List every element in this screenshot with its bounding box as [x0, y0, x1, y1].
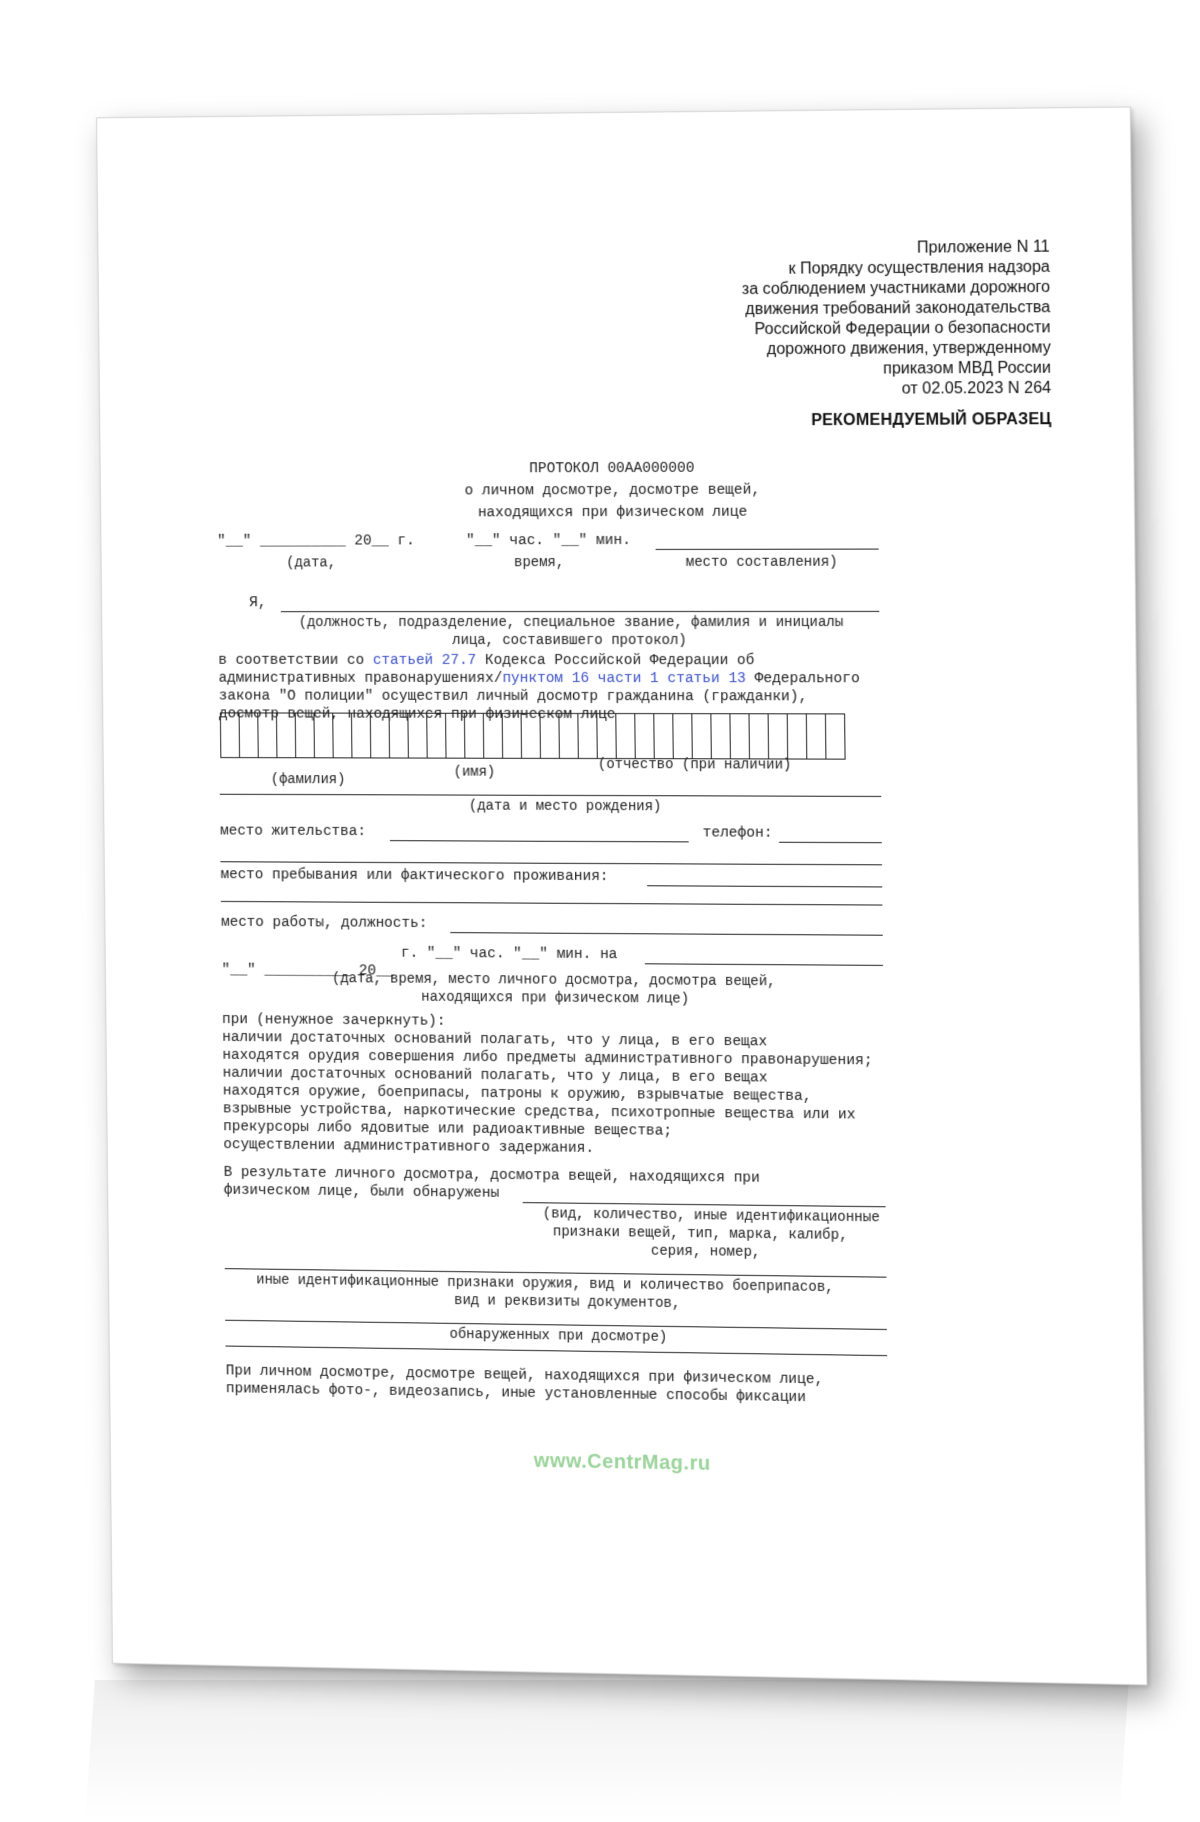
- name-letter-cell[interactable]: [729, 713, 750, 759]
- annex-line: движения требований законодательства: [745, 299, 1051, 319]
- name-letter-cell[interactable]: [389, 713, 409, 759]
- name-letter-cell[interactable]: [351, 713, 371, 759]
- protocol-number: ПРОТОКОЛ 00АА000000: [529, 460, 695, 478]
- search-date: "__" __________ 20__: [221, 962, 394, 980]
- hint-name: (имя): [453, 764, 496, 781]
- result-hint: иные идентификационные признаки оружия, вид и количество боеприпасов,: [256, 1272, 834, 1297]
- grounds-line: находятся орудия совершения либо предметы административного правонарушения;: [222, 1047, 873, 1070]
- name-letter-cell[interactable]: [370, 713, 390, 759]
- name-letter-cell[interactable]: [596, 713, 616, 759]
- name-letter-cell[interactable]: [577, 713, 597, 759]
- name-letter-cell[interactable]: [521, 713, 541, 759]
- fixation-line: При личном досмотре, досмотре вещей, находящихся при физическом лице,: [225, 1363, 824, 1389]
- basis-line: досмотр вещей, находящихся при физическом лице: [218, 706, 616, 724]
- name-letter-cell[interactable]: [806, 713, 827, 759]
- basis-text: Кодекса Российской Федерации об: [476, 652, 755, 670]
- stay-line[interactable]: [647, 885, 882, 887]
- result-hint: признаки вещей, тип, марка, калибр,: [552, 1224, 848, 1245]
- annex-line: приказом МВД России: [883, 359, 1052, 378]
- name-letter-cell[interactable]: [239, 712, 259, 758]
- name-letter-cell[interactable]: [464, 713, 484, 759]
- result-line: физическом лице, были обнаружены: [223, 1182, 500, 1202]
- name-letter-cell[interactable]: [634, 713, 654, 759]
- hint-surname: (фамилия): [270, 772, 346, 789]
- name-letter-cell[interactable]: [672, 713, 693, 759]
- name-letter-cell[interactable]: [539, 713, 559, 759]
- officer-hint: (должность, подразделение, специальное звание, фамилия и инициалы: [298, 614, 844, 632]
- recommended-sample-label: РЕКОМЕНДУЕМЫЙ ОБРАЗЕЦ: [811, 411, 1052, 430]
- name-letter-cell[interactable]: [748, 713, 769, 759]
- residence-label: место жительства:: [220, 823, 367, 841]
- basis-text: Федерального: [745, 671, 860, 688]
- name-letter-cell[interactable]: [691, 713, 712, 759]
- annex-line: к Порядку осуществления надзора: [788, 258, 1051, 278]
- annex-line: Приложение N 11: [916, 238, 1050, 257]
- result-line-field4[interactable]: [225, 1346, 887, 1357]
- name-letter-cell[interactable]: [653, 713, 673, 759]
- grounds-line: находятся оружие, боеприпасы, патроны к оружию, взрывчатые вещества,: [222, 1083, 812, 1105]
- basis-text: в соответствии со: [218, 652, 373, 669]
- name-letter-cell[interactable]: [220, 712, 240, 758]
- search-hint: находящихся при физическом лице): [421, 989, 690, 1008]
- document-page-wrapper: [96, 107, 1145, 1684]
- phone-line[interactable]: [779, 842, 882, 843]
- police-law-link[interactable]: пунктом 16 части 1 статьи 13: [502, 670, 747, 688]
- grounds-line: наличии достаточных оснований полагать, что у лица, в его вещах: [222, 1065, 768, 1087]
- name-letter-cell[interactable]: [768, 713, 789, 759]
- result-hint: серия, номер,: [650, 1243, 761, 1262]
- grounds-line: взрывные устройства, наркотические средства, психотропные вещества или их: [222, 1101, 856, 1124]
- work-label: место работы, должность:: [221, 914, 428, 932]
- grounds-line: прекурсоры либо ядовитые или радиоактивные вещества;: [223, 1119, 673, 1140]
- name-letter-cell[interactable]: [426, 713, 446, 759]
- name-letter-cell[interactable]: [276, 712, 296, 758]
- time-field: "__" час. "__" мин.: [466, 532, 631, 550]
- name-letter-cell[interactable]: [445, 713, 465, 759]
- annex-line: Российской Федерации о безопасности: [754, 319, 1051, 339]
- search-time: г. "__" час. "__" мин. на: [400, 945, 618, 964]
- grounds-line: при (ненужное зачеркнуть):: [222, 1012, 446, 1030]
- basis-line: [218, 671, 859, 688]
- hint-date: (дата,: [286, 555, 337, 572]
- document-page: [96, 107, 1147, 1686]
- birth-line[interactable]: [220, 794, 882, 797]
- result-hint: вид и реквизиты документов,: [454, 1293, 681, 1313]
- name-letter-cell[interactable]: [313, 713, 333, 759]
- name-letter-cell[interactable]: [615, 713, 635, 759]
- basis-text: административных правонарушениях/: [218, 670, 503, 687]
- result-hint: (вид, количество, иные идентификационные: [542, 1206, 880, 1227]
- hint-time: время,: [513, 555, 565, 572]
- stay-label: место пребывания или фактического проживания:: [220, 867, 609, 886]
- fixation-line: применялась фото-, видеозапись, иные установленные способы фиксации: [225, 1381, 807, 1407]
- site-watermark: www.CentrMag.ru: [533, 1449, 711, 1475]
- hint-patronymic: (отчество (при наличии): [597, 757, 792, 774]
- date-field: "__" __________ 20__ г.: [217, 533, 415, 550]
- name-letter-cell[interactable]: [295, 713, 315, 759]
- name-letter-cell[interactable]: [558, 713, 578, 759]
- name-cells[interactable]: [221, 712, 846, 759]
- stay-line2[interactable]: [221, 901, 883, 906]
- officer-prefix: Я,: [249, 595, 267, 612]
- annex-header: [626, 238, 1051, 401]
- name-letter-cell[interactable]: [257, 712, 277, 758]
- officer-hint: лица, составившего протокол): [452, 633, 687, 650]
- name-letter-cell[interactable]: [483, 713, 503, 759]
- name-letter-cell[interactable]: [332, 713, 352, 759]
- grounds-line: наличии достаточных оснований полагать, что у лица, в его вещах: [222, 1029, 768, 1051]
- protocol-subtitle: находящихся при физическом лице: [477, 504, 748, 522]
- search-hint: (дата, время, место личного досмотра, досмотра вещей,: [331, 971, 776, 991]
- grounds-line: осуществлении административного задержания.: [223, 1137, 595, 1157]
- search-place-line[interactable]: [645, 963, 883, 966]
- page-reflection: [85, 1680, 1129, 1820]
- hint-birth: (дата и место рождения): [468, 798, 662, 816]
- name-letter-cell[interactable]: [502, 713, 522, 759]
- name-letter-cell[interactable]: [710, 713, 731, 759]
- name-letter-cell[interactable]: [787, 713, 808, 759]
- result-hint: обнаруженных при досмотре): [449, 1326, 668, 1346]
- hint-place: место составления): [685, 554, 838, 571]
- annex-line: от 02.05.2023 N 264: [901, 379, 1052, 398]
- protocol-title: [101, 456, 1135, 525]
- work-line[interactable]: [450, 932, 882, 936]
- protocol-subtitle: о личном досмотре, досмотре вещей,: [464, 482, 761, 500]
- place-line: [656, 549, 879, 550]
- residence-line2[interactable]: [220, 861, 882, 865]
- residence-line[interactable]: [390, 840, 689, 842]
- article-link[interactable]: статьей 27.7: [372, 652, 477, 669]
- officer-line: [281, 611, 879, 612]
- basis-line: закона "О полиции" осуществил личный досмотр гражданина (гражданки),: [218, 688, 808, 706]
- result-line: В результате личного досмотра, досмотра вещей, находящихся при: [223, 1164, 760, 1187]
- annex-line: дорожного движения, утвержденному: [766, 339, 1051, 359]
- phone-label: телефон:: [702, 825, 773, 842]
- basis-line: [218, 653, 754, 669]
- annex-line: за соблюдением участниками дорожного: [741, 278, 1051, 299]
- name-letter-cell[interactable]: [407, 713, 427, 759]
- name-letter-cell[interactable]: [825, 713, 846, 759]
